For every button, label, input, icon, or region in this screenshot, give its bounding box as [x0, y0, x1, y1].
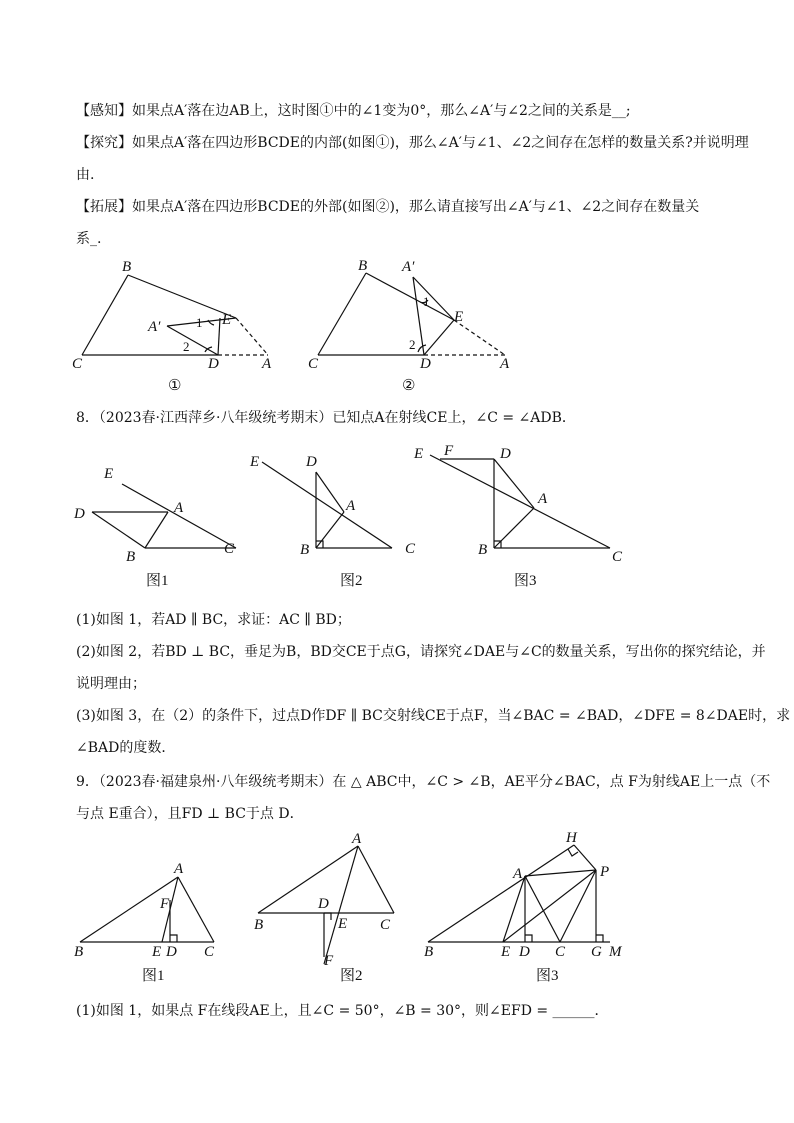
svg-text:B: B — [254, 917, 264, 933]
svg-text:A: A — [346, 498, 356, 514]
q9-figure-2 — [254, 831, 394, 984]
q9-figure-1 — [74, 861, 215, 984]
label-a-prime: A′ — [402, 259, 415, 275]
svg-text:E: E — [250, 454, 260, 470]
svg-text:F: F — [324, 953, 334, 969]
q9-part1: (1)如图 1，如果点 F在线段AE上，且∠C = 50°，∠B = 30°，则∠EFD = ______． — [76, 1003, 609, 1019]
q8-part3-line2: ∠BAD的度数． — [76, 740, 176, 756]
svg-text:P: P — [600, 864, 610, 880]
svg-text:A: A — [352, 831, 362, 847]
svg-text:C: C — [612, 549, 623, 565]
caption-figure-2: ② — [402, 378, 416, 394]
svg-text:M: M — [609, 944, 622, 960]
label-angle-1: 1 — [196, 315, 203, 330]
label-a: A — [262, 356, 272, 372]
q8-stem: 8．（2023春·江西萍乡·八年级统考期末）已知点A在射线CE上，∠C = ∠ADB． — [76, 410, 576, 426]
intro-explore-line2: 由. — [76, 167, 95, 183]
svg-text:F: F — [160, 896, 170, 912]
label-b: B — [358, 258, 368, 274]
svg-text:B: B — [300, 542, 310, 558]
q9-caption-3: 图3 — [536, 968, 559, 984]
svg-text:E: E — [104, 466, 114, 482]
q8-caption-1: 图1 — [146, 573, 169, 589]
svg-text:C: C — [405, 541, 416, 557]
label-e: E — [454, 309, 464, 325]
svg-text:B: B — [74, 944, 84, 960]
q8-part2-line1: (2)如图 2，若BD ⊥ BC，垂足为B，BD交CE于点G，请探究∠DAE与∠C的数量关系，写出你的探究结论，并 — [76, 644, 766, 660]
q9-caption-2: 图2 — [340, 968, 363, 984]
intro-perceive: 【感知】如果点A′落在边AB上，这时图①中的∠1变为0°，那么∠A′与∠2之间的关系是__; — [76, 103, 631, 119]
svg-text:A: A — [513, 866, 523, 882]
label-d: D — [420, 356, 431, 372]
q8-caption-3: 图3 — [514, 573, 537, 589]
label-angle-2: 2 — [183, 339, 190, 354]
svg-text:C: C — [555, 944, 566, 960]
label-a: A — [500, 356, 510, 372]
svg-text:H: H — [566, 830, 577, 846]
svg-text:A: A — [174, 861, 184, 877]
label-a-prime: A′ — [148, 319, 161, 335]
q9-caption-1: 图1 — [142, 968, 165, 984]
svg-text:B: B — [478, 542, 488, 558]
label-d: D — [208, 356, 219, 372]
svg-text:D: D — [519, 944, 530, 960]
q8-part1: (1)如图 1，若AD ∥ BC，求证：AC ∥ BD； — [76, 612, 351, 628]
svg-text:F: F — [444, 443, 454, 459]
label-angle-1: 1 — [423, 294, 430, 309]
q8-caption-2: 图2 — [340, 573, 363, 589]
svg-text:G: G — [591, 944, 602, 960]
q9-stem-line2: 与点 E重合），且FD ⊥ BC于点 D． — [76, 806, 304, 822]
q9-stem-line1: 9．（2023春·福建泉州·八年级统考期末）在 △ ABC中，∠C > ∠B，AE平分∠BAC，点 F为射线AE上一点（不 — [76, 774, 771, 790]
q9-figure-3 — [424, 830, 623, 984]
svg-text:C: C — [380, 917, 391, 933]
svg-text:E: E — [501, 944, 511, 960]
label-c: C — [72, 356, 83, 372]
label-b: B — [122, 259, 132, 275]
svg-text:C: C — [204, 944, 215, 960]
svg-text:D: D — [306, 454, 317, 470]
intro-explore-line1: 【探究】如果点A′落在四边形BCDE的内部(如图①)，那么∠A′与∠1、∠2之间存在怎样的数量关系?并说明理 — [76, 135, 749, 151]
svg-text:B: B — [126, 549, 136, 565]
label-e: E — [222, 312, 232, 328]
intro-extend-line1: 【拓展】如果点A′落在四边形BCDE的外部(如图②)，那么请直接写出∠A′与∠1、∠2之间存在数量关 — [76, 199, 700, 215]
svg-text:A: A — [174, 500, 184, 516]
intro-extend-line2: 系_. — [76, 231, 102, 247]
svg-text:D: D — [166, 944, 177, 960]
svg-text:E: E — [414, 446, 424, 462]
q8-part2-line2: 说明理由； — [76, 676, 146, 692]
svg-text:E: E — [338, 916, 348, 932]
caption-figure-1: ① — [168, 378, 182, 394]
svg-text:C: C — [224, 541, 235, 557]
label-c: C — [308, 356, 319, 372]
svg-text:A: A — [538, 491, 548, 507]
svg-text:D: D — [74, 506, 85, 522]
svg-text:D: D — [318, 896, 329, 912]
svg-text:D: D — [500, 446, 511, 462]
label-angle-2: 2 — [409, 337, 416, 352]
svg-text:E: E — [152, 944, 162, 960]
q8-part3-line1: (3)如图 3，在（2）的条件下，过点D作DF ∥ BC交射线CE于点F，当∠BAC = ∠BAD，∠DFE = 8∠DAE时，求 — [76, 708, 791, 724]
svg-text:B: B — [424, 944, 434, 960]
